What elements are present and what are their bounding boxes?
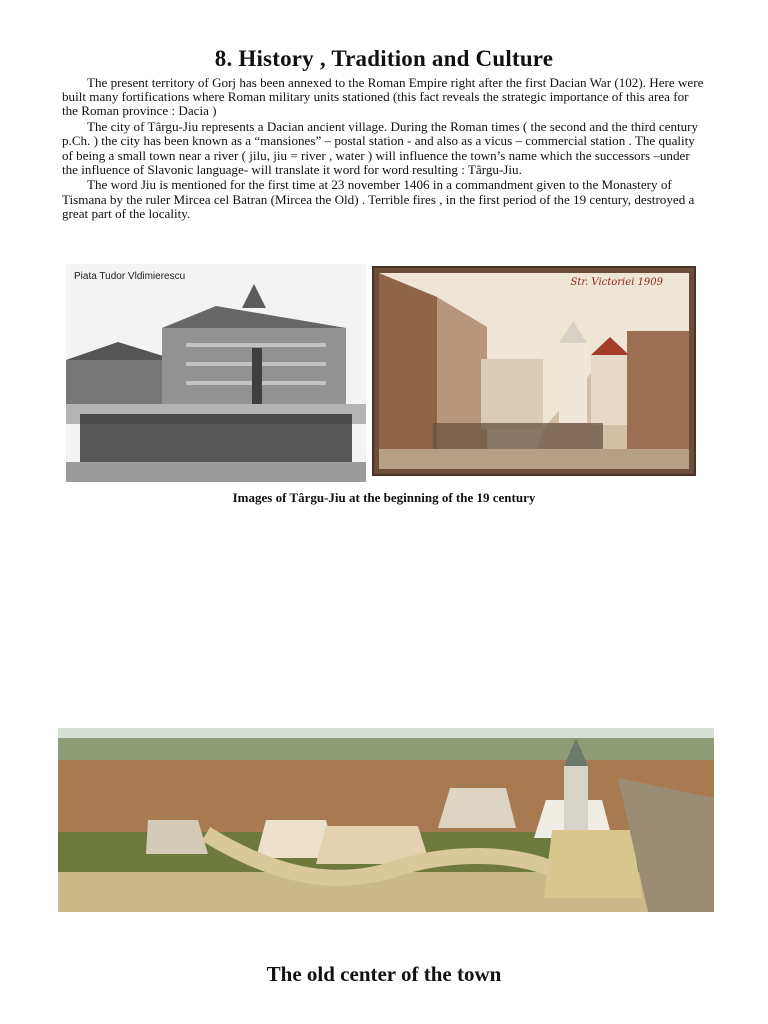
images-caption: Images of Târgu-Jiu at the beginning of the 19 century <box>232 490 536 505</box>
history-text <box>62 76 704 223</box>
paragraph-jiu-mention: The word Jiu is mentioned for the first time at 23 november 1406 in a commandment given to the Monastery of Tismana by the ruler Mircea cel Batran (Mircea the Old) . Terrible fires , in the first period of the 19 century, destroyed a great part of the locality. <box>62 177 695 221</box>
photo-victoriei-street <box>372 266 696 476</box>
paragraph-roman-empire: The present territory of Gorj has been annexed to the Roman Empire right after the first Dacian War (102). Here were built many fortifications where Roman military units stationed (this fact reveals the strategic importance of this area for the Roman province : Dacia ) <box>62 75 704 119</box>
square-photo-illustration <box>66 264 366 482</box>
street-photo-label: Str. Victoriei 1909 <box>570 277 663 288</box>
bottom-caption: The old center of the town <box>266 962 502 986</box>
square-photo-label: Piata Tudor Vldimierescu <box>74 271 186 282</box>
panorama-photo-old-town <box>58 728 714 912</box>
paragraph-dacian-village: The city of Târgu-Jiu represents a Dacian ancient village. During the Roman times ( the second and the third century p.Ch. ) the city has been known as a “mansiones” – postal station - and also as a vicus – commercial station . The quality of being a small town near a river ( jilu, jiu = river , water ) will influence the town’s name which the successors –under the influence of Slavonic language- will translate it word for word resulting : Târgu-Jiu. <box>62 119 699 177</box>
photo-tudor-vladimirescu-square <box>66 264 366 482</box>
panorama-illustration <box>58 728 714 912</box>
page-title: 8. History , Tradition and Culture <box>214 46 554 71</box>
street-postcard-illustration <box>379 273 689 469</box>
street-postcard-image <box>379 273 689 469</box>
